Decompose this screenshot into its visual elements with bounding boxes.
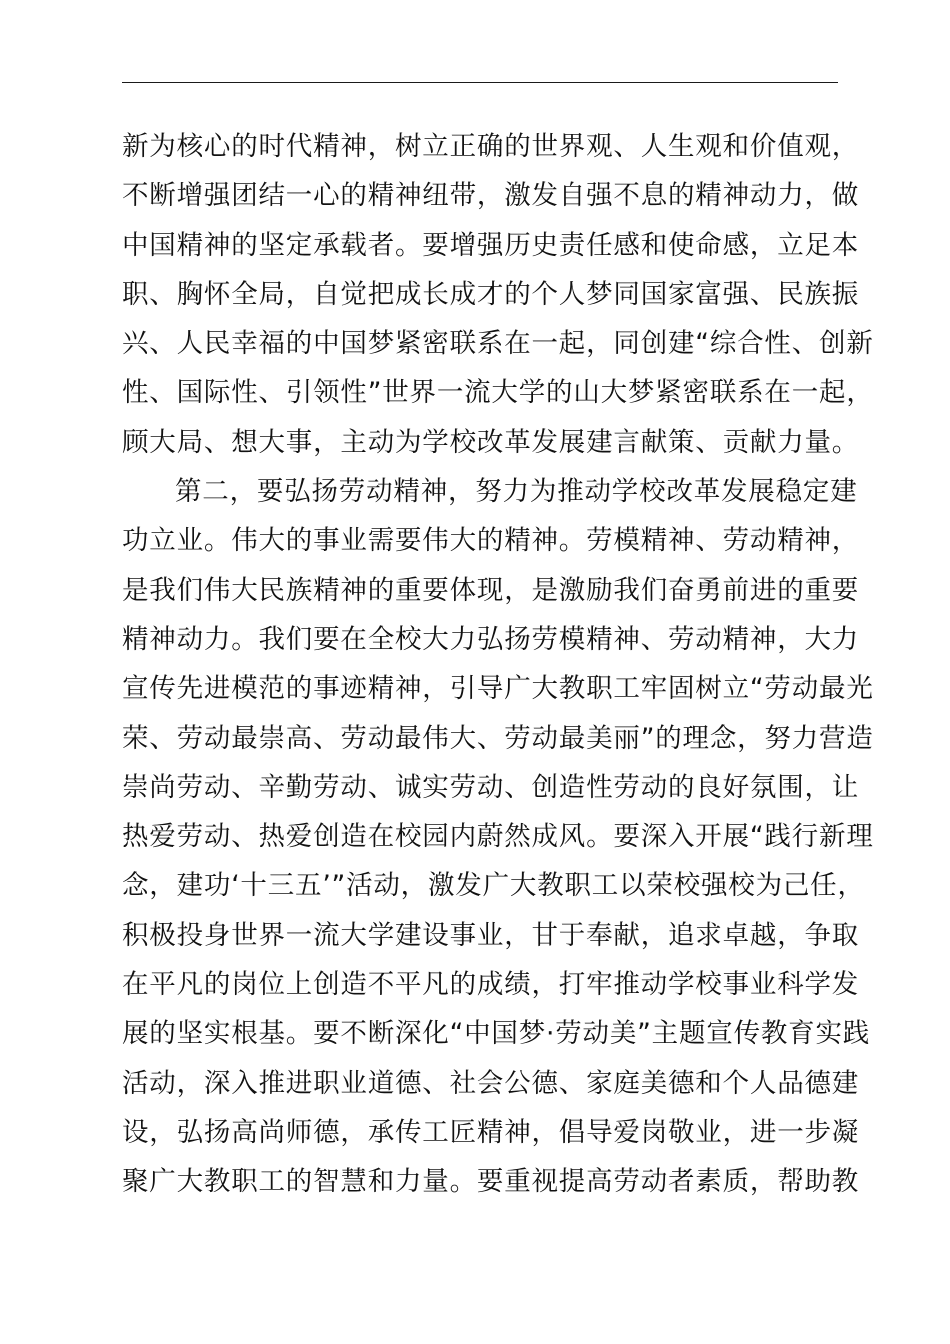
text-line: 功立业。伟大的事业需要伟大的精神。劳模精神、劳动精神， bbox=[122, 525, 860, 557]
text-line: 兴、人民幸福的中国梦紧密联系在一起，同创建“综合性、创新 bbox=[122, 328, 874, 360]
text-line: 念，建功‘十三五’”活动，激发广大教职工以荣校强校为己任， bbox=[122, 870, 865, 902]
text-line: 中国精神的坚定承载者。要增强历史责任感和使命感，立足本 bbox=[122, 229, 860, 261]
text-line: 不断增强团结一心的精神纽带，激发自强不息的精神动力，做 bbox=[122, 180, 860, 212]
text-line: 性、国际性、引领性”世界一流大学的山大梦紧密联系在一起， bbox=[122, 377, 874, 409]
text-line: 新为核心的时代精神，树立正确的世界观、人生观和价值观， bbox=[122, 131, 860, 162]
text-line: 职、胸怀全局，自觉把成长成才的个人梦同国家富强、民族振 bbox=[122, 278, 860, 310]
text-line: 顾大局、想大事，主动为学校改革发展建言献策、贡献力量。 bbox=[122, 426, 860, 458]
text-line: 第二，要弘扬劳动精神，努力为推动学校改革发展稳定建 bbox=[175, 476, 858, 508]
text-line: 活动，深入推进职业道德、社会公德、家庭美德和个人品德建 bbox=[122, 1067, 860, 1099]
text-line: 设，弘扬高尚师德，承传工匠精神，倡导爱岗敬业，进一步凝 bbox=[122, 1116, 860, 1148]
text-line: 崇尚劳动、辛勤劳动、诚实劳动、创造性劳动的良好氛围，让 bbox=[122, 771, 860, 803]
text-line: 宣传先进模范的事迹精神，引导广大教职工牢固树立“劳动最光 bbox=[122, 673, 874, 705]
header-rule bbox=[122, 82, 838, 83]
text-line: 展的坚实根基。要不断深化“中国梦·劳动美”主题宣传教育实践 bbox=[122, 1018, 871, 1050]
text-line: 热爱劳动、热爱创造在校园内蔚然成风。要深入开展“践行新理 bbox=[122, 821, 874, 853]
paragraph-2 bbox=[122, 467, 874, 1206]
paragraph-1 bbox=[122, 122, 874, 467]
text-line: 在平凡的岗位上创造不平凡的成绩，打牢推动学校事业科学发 bbox=[122, 969, 860, 1001]
document-body bbox=[122, 122, 874, 1207]
text-line: 聚广大教职工的智慧和力量。要重视提高劳动者素质，帮助教 bbox=[122, 1166, 860, 1198]
text-line: 荣、劳动最崇高、劳动最伟大、劳动最美丽”的理念，努力营造 bbox=[122, 722, 874, 754]
text-line: 精神动力。我们要在全校大力弘扬劳模精神、劳动精神，大力 bbox=[122, 623, 860, 655]
text-line: 积极投身世界一流大学建设事业，甘于奉献，追求卓越，争取 bbox=[122, 919, 860, 951]
text-line: 是我们伟大民族精神的重要体现，是激励我们奋勇前进的重要 bbox=[122, 574, 860, 606]
